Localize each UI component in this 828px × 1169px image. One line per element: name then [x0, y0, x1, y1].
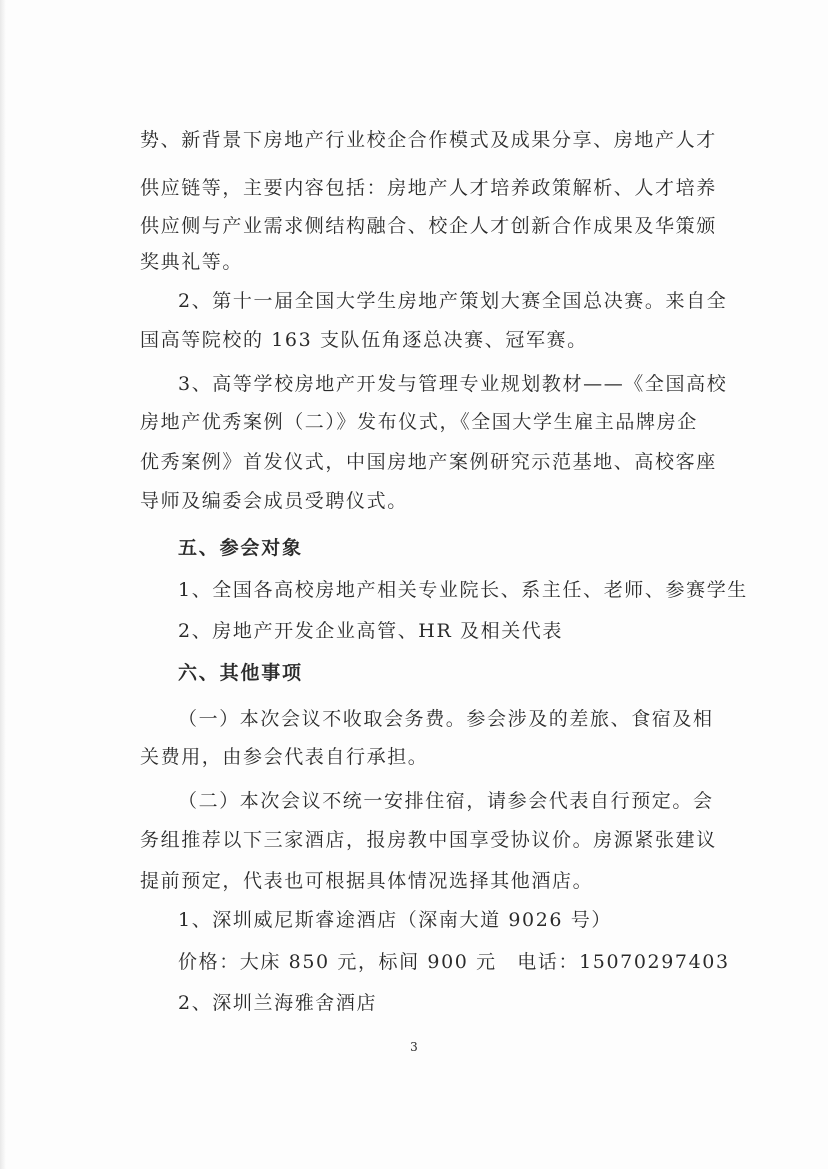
paragraph-line: 2、第十一届全国大学生房地产策划大赛全国总决赛。来自全 [178, 290, 728, 312]
paragraph-line: 国高等院校的 163 支队伍角逐总决赛、冠军赛。 [140, 329, 588, 351]
paragraph-line: 奖典礼等。 [140, 251, 244, 273]
scan-edge-shadow [0, 0, 6, 1169]
paragraph-line: （二）本次会议不统一安排住宿，请参会代表自行预定。会 [178, 790, 714, 812]
paragraph-line: 价格：大床 850 元，标间 900 元 电话：15070297403 [178, 951, 730, 973]
paragraph-line: 提前预定，代表也可根据具体情况选择其他酒店。 [140, 870, 594, 892]
paragraph-line: 关费用，由参会代表自行承担。 [140, 746, 429, 768]
paragraph-line: 优秀案例》首发仪式，中国房地产案例研究示范基地、高校客座 [140, 451, 717, 473]
paragraph-line: 供应链等，主要内容包括：房地产人才培养政策解析、人才培养 [140, 177, 717, 199]
paragraph-line: 1、深圳威尼斯睿途酒店（深南大道 9026 号） [178, 909, 612, 931]
paragraph-line: 3、高等学校房地产开发与管理专业规划教材——《全国高校 [178, 373, 728, 395]
paragraph-line: （一）本次会议不收取会务费。参会涉及的差旅、食宿及相 [178, 708, 714, 730]
paragraph-line: 务组推荐以下三家酒店，报房教中国享受协议价。房源紧张建议 [140, 829, 717, 851]
paragraph-line: 1、全国各高校房地产相关专业院长、系主任、老师、参赛学生 [178, 579, 748, 601]
paragraph-line: 势、新背景下房地产行业校企合作模式及成果分享、房地产人才 [140, 129, 717, 151]
paragraph-line: 2、房地产开发企业高管、HR 及相关代表 [178, 620, 564, 642]
paragraph-line: 供应侧与产业需求侧结构融合、校企人才创新合作成果及华策颁 [140, 215, 717, 237]
section-heading: 六、其他事项 [178, 662, 303, 684]
page-number: 3 [410, 1040, 418, 1054]
section-heading: 五、参会对象 [178, 537, 303, 559]
paragraph-line: 2、深圳兰海雅舍酒店 [178, 992, 378, 1014]
paragraph-line: 导师及编委会成员受聘仪式。 [140, 490, 408, 512]
paragraph-line: 房地产优秀案例（二）》发布仪式，《全国大学生雇主品牌房企 [140, 411, 698, 433]
